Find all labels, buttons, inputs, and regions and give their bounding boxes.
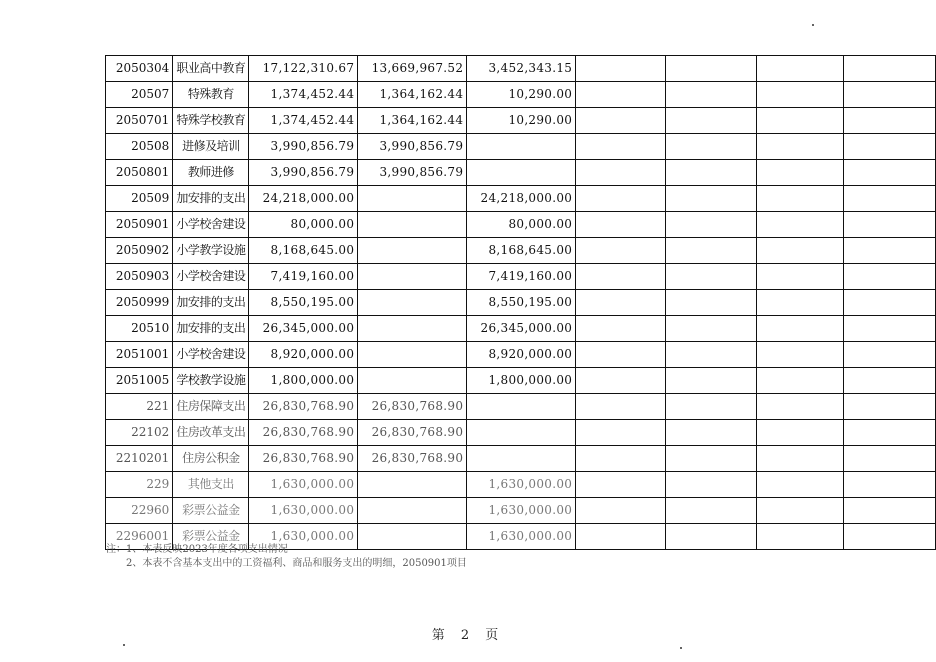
cell-empty [844,212,936,238]
cell-empty [844,264,936,290]
cell-code: 2051001 [106,342,173,368]
cell-empty [756,368,844,394]
cell-total: 1,800,000.00 [249,368,358,394]
cell-total: 7,419,160.00 [249,264,358,290]
cell-code: 20510 [106,316,173,342]
cell-empty [576,342,666,368]
note-line-1: 注：1、本表反映2023年度各项支出情况 [106,544,288,555]
cell-empty [756,134,844,160]
cell-project [467,134,576,160]
cell-empty [576,290,666,316]
cell-total: 8,550,195.00 [249,290,358,316]
cell-empty [665,420,756,446]
cell-empty [844,238,936,264]
cell-empty [756,186,844,212]
cell-name: 教师进修 [173,160,249,186]
page-number: 第 2 页 [431,628,505,643]
cell-name: 彩票公益金 [173,524,249,550]
cell-code: 221 [106,394,173,420]
cell-empty [665,212,756,238]
cell-empty [756,316,844,342]
cell-code: 2050801 [106,160,173,186]
cell-basic [358,264,467,290]
cell-basic: 26,830,768.90 [358,394,467,420]
cell-basic [358,212,467,238]
table-row [106,56,936,82]
cell-empty [844,316,936,342]
cell-basic: 13,669,967.52 [358,56,467,82]
cell-project: 80,000.00 [467,212,576,238]
cell-project: 1,800,000.00 [467,368,576,394]
cell-name: 彩票公益金 [173,498,249,524]
cell-empty [756,264,844,290]
table-row [106,264,936,290]
cell-project: 3,452,343.15 [467,56,576,82]
cell-name: 其他支出 [173,472,249,498]
cell-empty [756,160,844,186]
cell-name: 加安排的支出 [173,290,249,316]
cell-empty [844,56,936,82]
cell-name: 特殊学校教育 [173,108,249,134]
cell-empty [844,524,936,550]
table-row [106,420,936,446]
cell-total: 3,990,856.79 [249,160,358,186]
cell-code: 2050903 [106,264,173,290]
cell-total: 1,374,452.44 [249,82,358,108]
cell-code: 20507 [106,82,173,108]
table-row [106,238,936,264]
cell-empty [844,446,936,472]
cell-empty [576,160,666,186]
cell-project: 7,419,160.00 [467,264,576,290]
cell-empty [844,342,936,368]
cell-empty [756,446,844,472]
cell-empty [665,368,756,394]
cell-empty [576,264,666,290]
cell-empty [576,238,666,264]
cell-code: 229 [106,472,173,498]
table-row [106,342,936,368]
cell-empty [576,212,666,238]
cell-basic [358,238,467,264]
cell-empty [844,82,936,108]
cell-empty [756,108,844,134]
cell-code: 2050902 [106,238,173,264]
cell-project: 1,630,000.00 [467,472,576,498]
cell-name: 加安排的支出 [173,186,249,212]
cell-empty [665,446,756,472]
cell-empty [665,472,756,498]
cell-empty [844,290,936,316]
cell-empty [844,420,936,446]
cell-empty [665,160,756,186]
cell-project [467,420,576,446]
cell-project: 24,218,000.00 [467,186,576,212]
cell-total: 26,830,768.90 [249,394,358,420]
cell-basic [358,498,467,524]
cell-empty [756,420,844,446]
cell-empty [576,108,666,134]
cell-empty [756,212,844,238]
cell-total: 1,630,000.00 [249,472,358,498]
cell-basic: 26,830,768.90 [358,420,467,446]
cell-empty [844,108,936,134]
cell-empty [665,524,756,550]
cell-total: 17,122,310.67 [249,56,358,82]
cell-empty [665,290,756,316]
cell-basic: 3,990,856.79 [358,160,467,186]
cell-empty [665,108,756,134]
cell-basic: 1,364,162.44 [358,108,467,134]
cell-total: 26,830,768.90 [249,446,358,472]
cell-project: 8,168,645.00 [467,238,576,264]
cell-empty [844,368,936,394]
cell-total: 3,990,856.79 [249,134,358,160]
cell-project: 10,290.00 [467,108,576,134]
cell-empty [756,82,844,108]
cell-empty [576,524,666,550]
cell-project: 1,630,000.00 [467,498,576,524]
table-row [106,472,936,498]
table-row [106,108,936,134]
cell-empty [576,56,666,82]
cell-code: 2296001 [106,524,173,550]
cell-project: 8,920,000.00 [467,342,576,368]
table-row [106,446,936,472]
cell-name: 小学校舍建设 [173,264,249,290]
cell-name: 住房改革支出 [173,420,249,446]
cell-project: 10,290.00 [467,82,576,108]
cell-empty [756,56,844,82]
cell-empty [756,290,844,316]
scan-speck [812,24,814,26]
cell-name: 进修及培训 [173,134,249,160]
cell-empty [665,186,756,212]
cell-code: 2050701 [106,108,173,134]
cell-empty [756,394,844,420]
table-row [106,186,936,212]
table-row [106,134,936,160]
cell-basic [358,186,467,212]
cell-code: 2050999 [106,290,173,316]
expenditure-table [105,55,936,550]
cell-empty [576,186,666,212]
cell-code: 22960 [106,498,173,524]
cell-empty [665,134,756,160]
cell-empty [665,342,756,368]
scan-speck [680,647,682,649]
cell-name: 加安排的支出 [173,316,249,342]
table-row [106,212,936,238]
cell-basic [358,290,467,316]
cell-name: 职业高中教育 [173,56,249,82]
cell-empty [665,82,756,108]
table-row [106,316,936,342]
cell-code: 20508 [106,134,173,160]
cell-empty [756,238,844,264]
cell-empty [576,394,666,420]
cell-total: 1,630,000.00 [249,498,358,524]
table-row [106,394,936,420]
cell-empty [756,342,844,368]
cell-empty [665,316,756,342]
cell-empty [576,498,666,524]
cell-empty [576,82,666,108]
cell-empty [665,394,756,420]
cell-empty [844,394,936,420]
cell-name: 小学校舍建设 [173,212,249,238]
cell-project [467,160,576,186]
table-row [106,160,936,186]
cell-basic: 1,364,162.44 [358,82,467,108]
cell-name: 住房保障支出 [173,394,249,420]
cell-empty [756,498,844,524]
cell-project: 8,550,195.00 [467,290,576,316]
cell-name: 小学教学设施 [173,238,249,264]
cell-empty [756,524,844,550]
cell-empty [576,446,666,472]
cell-total: 8,920,000.00 [249,342,358,368]
cell-empty [576,472,666,498]
cell-code: 20509 [106,186,173,212]
cell-empty [665,264,756,290]
cell-total: 24,218,000.00 [249,186,358,212]
cell-empty [844,472,936,498]
cell-basic [358,368,467,394]
cell-project: 1,630,000.00 [467,524,576,550]
cell-total: 1,630,000.00 [249,524,358,550]
cell-empty [576,316,666,342]
cell-empty [844,134,936,160]
cell-basic [358,316,467,342]
cell-code: 2210201 [106,446,173,472]
cell-name: 小学校舍建设 [173,342,249,368]
note-line-2: 2、本表不含基本支出中的工资福利、商品和服务支出的明细，2050901项目 [126,558,467,569]
cell-empty [844,498,936,524]
cell-total: 26,345,000.00 [249,316,358,342]
cell-empty [576,134,666,160]
cell-empty [665,498,756,524]
cell-total: 26,830,768.90 [249,420,358,446]
cell-code: 2051005 [106,368,173,394]
cell-code: 2050901 [106,212,173,238]
cell-empty [576,368,666,394]
cell-code: 22102 [106,420,173,446]
cell-basic: 3,990,856.79 [358,134,467,160]
cell-empty [844,186,936,212]
cell-total: 1,374,452.44 [249,108,358,134]
cell-empty [576,420,666,446]
cell-code: 2050304 [106,56,173,82]
table-row [106,82,936,108]
cell-empty [665,56,756,82]
cell-basic: 26,830,768.90 [358,446,467,472]
cell-total: 8,168,645.00 [249,238,358,264]
cell-empty [665,238,756,264]
cell-project [467,394,576,420]
scan-speck [123,644,125,646]
cell-basic [358,342,467,368]
cell-empty [756,472,844,498]
cell-basic [358,472,467,498]
cell-name: 学校教学设施 [173,368,249,394]
cell-name: 特殊教育 [173,82,249,108]
table-notes [106,543,467,571]
cell-project [467,446,576,472]
cell-name: 住房公积金 [173,446,249,472]
table-row [106,498,936,524]
table-body [106,56,936,550]
cell-empty [844,160,936,186]
table-row [106,290,936,316]
cell-total: 80,000.00 [249,212,358,238]
cell-project: 26,345,000.00 [467,316,576,342]
table-row [106,368,936,394]
